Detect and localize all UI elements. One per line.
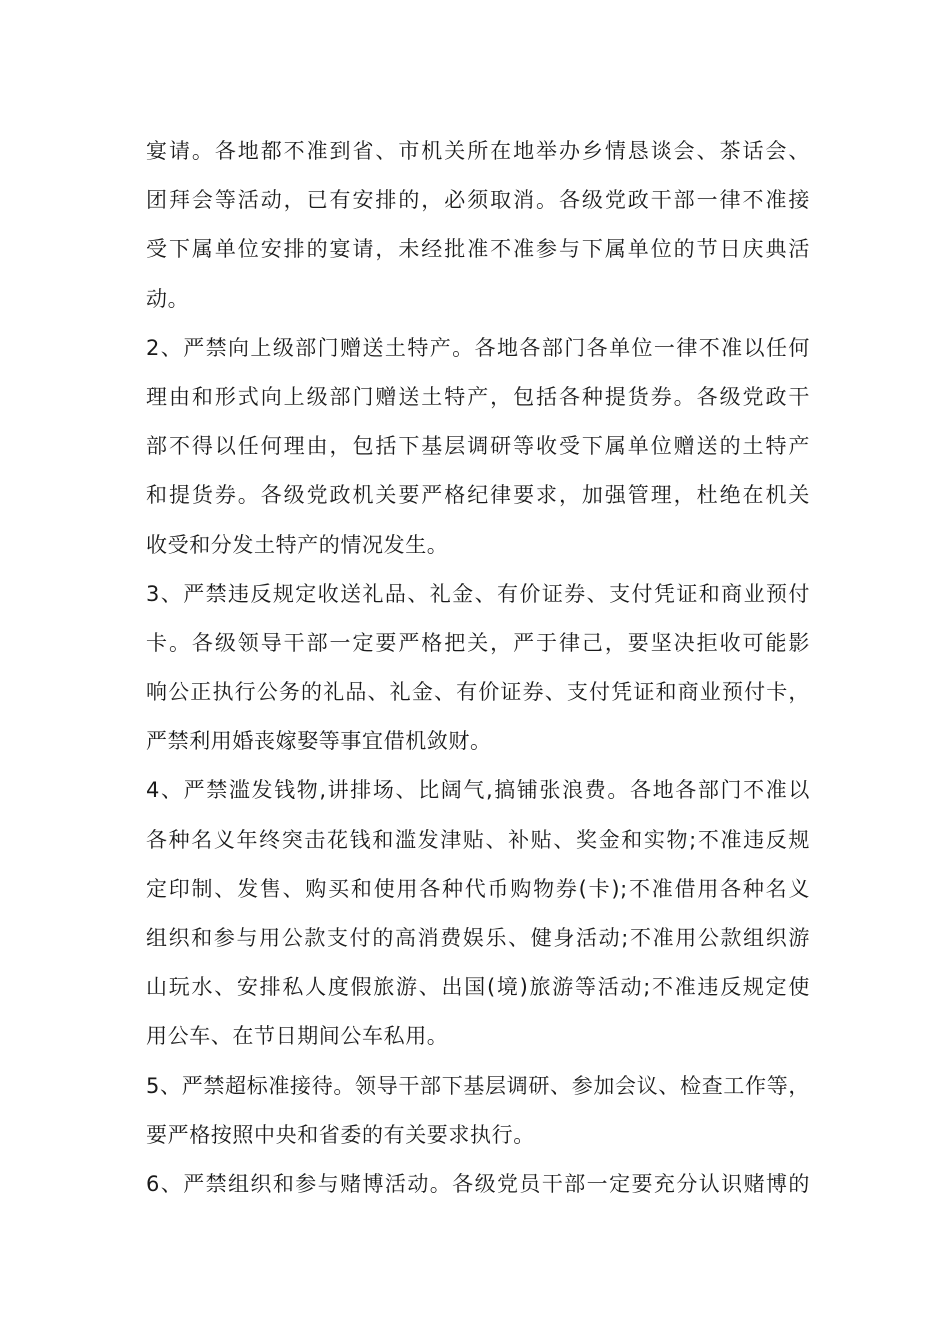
text-line: 组织和参与用公款支付的高消费娱乐、健身活动;不准用公款组织游 xyxy=(146,926,810,950)
text-line: 严禁利用婚丧嫁娶等事宜借机敛财。 xyxy=(146,729,492,754)
item-3-line: 3、严禁违反规定收送礼品、礼金、有价证券、支付凭证和商业预付 xyxy=(146,581,810,606)
text-line: 和提货券。各级党政机关要严格纪律要求，加强管理，杜绝在机关 xyxy=(146,483,810,508)
text-line: 定印制、发售、购买和使用各种代币购物券(卡);不准借用各种名义 xyxy=(146,876,810,901)
text-line: 宴请。各地都不准到省、市机关所在地举办乡情恳谈会、茶话会、 xyxy=(146,139,810,163)
text-line: 各种名义年终突击花钱和滥发津贴、补贴、奖金和实物;不准违反规 xyxy=(146,827,810,852)
item-4-line: 4、严禁滥发钱物,讲排场、比阔气,搞铺张浪费。各地各部门不准以 xyxy=(146,778,810,803)
item-6-line: 6、严禁组织和参与赌博活动。各级党员干部一定要充分认识赌博的 xyxy=(146,1171,810,1196)
item-2-line: 2、严禁向上级部门赠送土特产。各地各部门各单位一律不准以任何 xyxy=(146,335,810,360)
text-line: 山玩水、安排私人度假旅游、出国(境)旅游等活动;不准违反规定使 xyxy=(146,975,810,1000)
text-line: 响公正执行公务的礼品、礼金、有价证券、支付凭证和商业预付卡， xyxy=(146,680,810,705)
text-line: 理由和形式向上级部门赠送土特产，包括各种提货券。各级党政干 xyxy=(146,384,810,409)
text-line: 部不得以任何理由，包括下基层调研等收受下属单位赠送的土特产 xyxy=(146,434,810,459)
text-line: 用公车、在节日期间公车私用。 xyxy=(146,1024,449,1049)
text-line: 团拜会等活动，已有安排的，必须取消。各级党政干部一律不准接 xyxy=(146,188,810,213)
text-line: 要严格按照中央和省委的有关要求执行。 xyxy=(146,1122,535,1147)
text-line: 卡。各级领导干部一定要严格把关，严于律己，要坚决拒收可能影 xyxy=(146,630,810,655)
item-5-line: 5、严禁超标准接待。领导干部下基层调研、参加会议、检查工作等， xyxy=(146,1073,810,1098)
text-line: 动。 xyxy=(146,286,190,311)
text-line: 收受和分发土特产的情况发生。 xyxy=(146,532,449,557)
text-line: 受下属单位安排的宴请，未经批准不准参与下属单位的节日庆典活 xyxy=(146,237,810,262)
document-body xyxy=(146,127,810,1209)
